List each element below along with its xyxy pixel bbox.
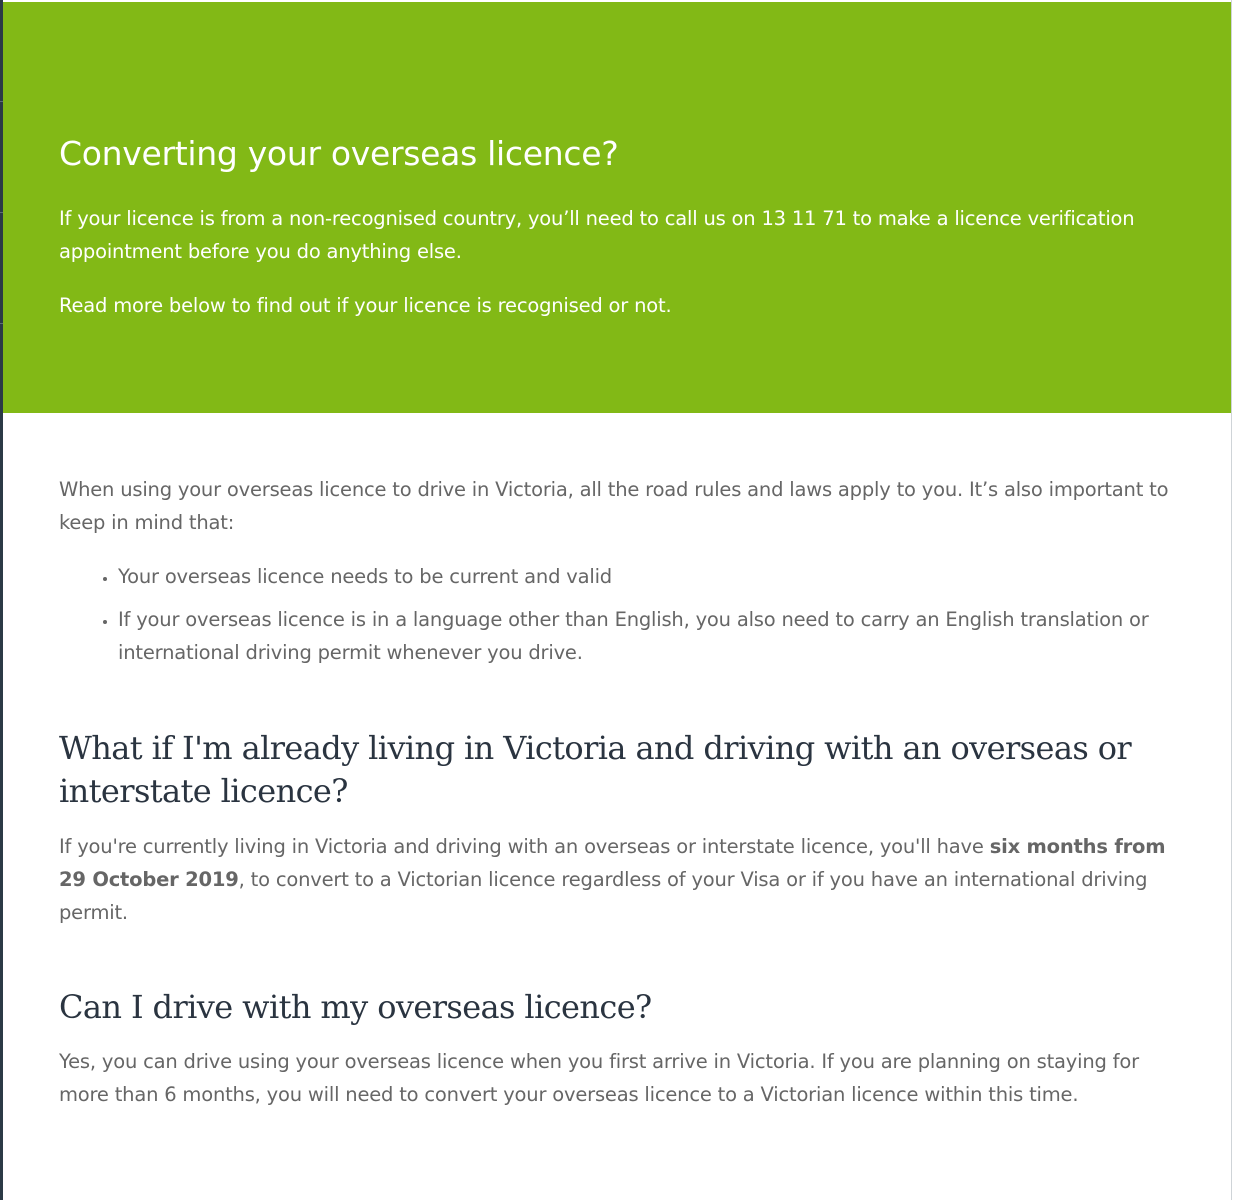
main-content xyxy=(59,473,1179,1111)
banner-paragraph-read-more: Read more below to find out if your licence is recognised or not. xyxy=(59,294,672,317)
intro-paragraph: When using your overseas licence to drive in Victoria, all the road rules and laws apply to you. It’s also important to keep in mind that: xyxy=(59,478,1169,534)
banner-paragraph-appointment: If your licence is from a non-recognised country, you’ll need to call us on 13 11 71 to make a licence verification appointment before you do anything else. xyxy=(59,207,1135,263)
section-paragraph-already-living xyxy=(59,830,1179,929)
requirements-list xyxy=(59,560,1179,669)
list-item: • If your overseas licence is in a language other than English, you also need to carry an English translation or international driving permit whenever you drive. xyxy=(118,603,1179,669)
list-item: • Your overseas licence needs to be current and valid xyxy=(118,560,1179,593)
deadline-bold-text: six months from 29 October 2019 xyxy=(59,835,1166,891)
paragraph-text: , to convert to a Victorian licence regardless of your Visa or if you have an international driving permit. xyxy=(59,868,1148,924)
paragraph-text: If you're currently living in Victoria and driving with an overseas or interstate licence, you'll have xyxy=(59,835,990,858)
right-border xyxy=(1231,0,1232,1200)
callout-banner xyxy=(3,2,1231,413)
section-paragraph-can-i-drive: Yes, you can drive using your overseas licence when you first arrive in Victoria. If you are planning on staying for more than 6 months, you will need to convert your overseas licence to a Victorian licence within this time. xyxy=(59,1050,1139,1106)
section-heading-already-living: What if I'm already living in Victoria and driving with an overseas or interstate licence? xyxy=(59,729,1132,810)
banner-title: Converting your overseas licence? xyxy=(59,134,619,173)
section-heading-can-i-drive: Can I drive with my overseas licence? xyxy=(59,988,652,1026)
